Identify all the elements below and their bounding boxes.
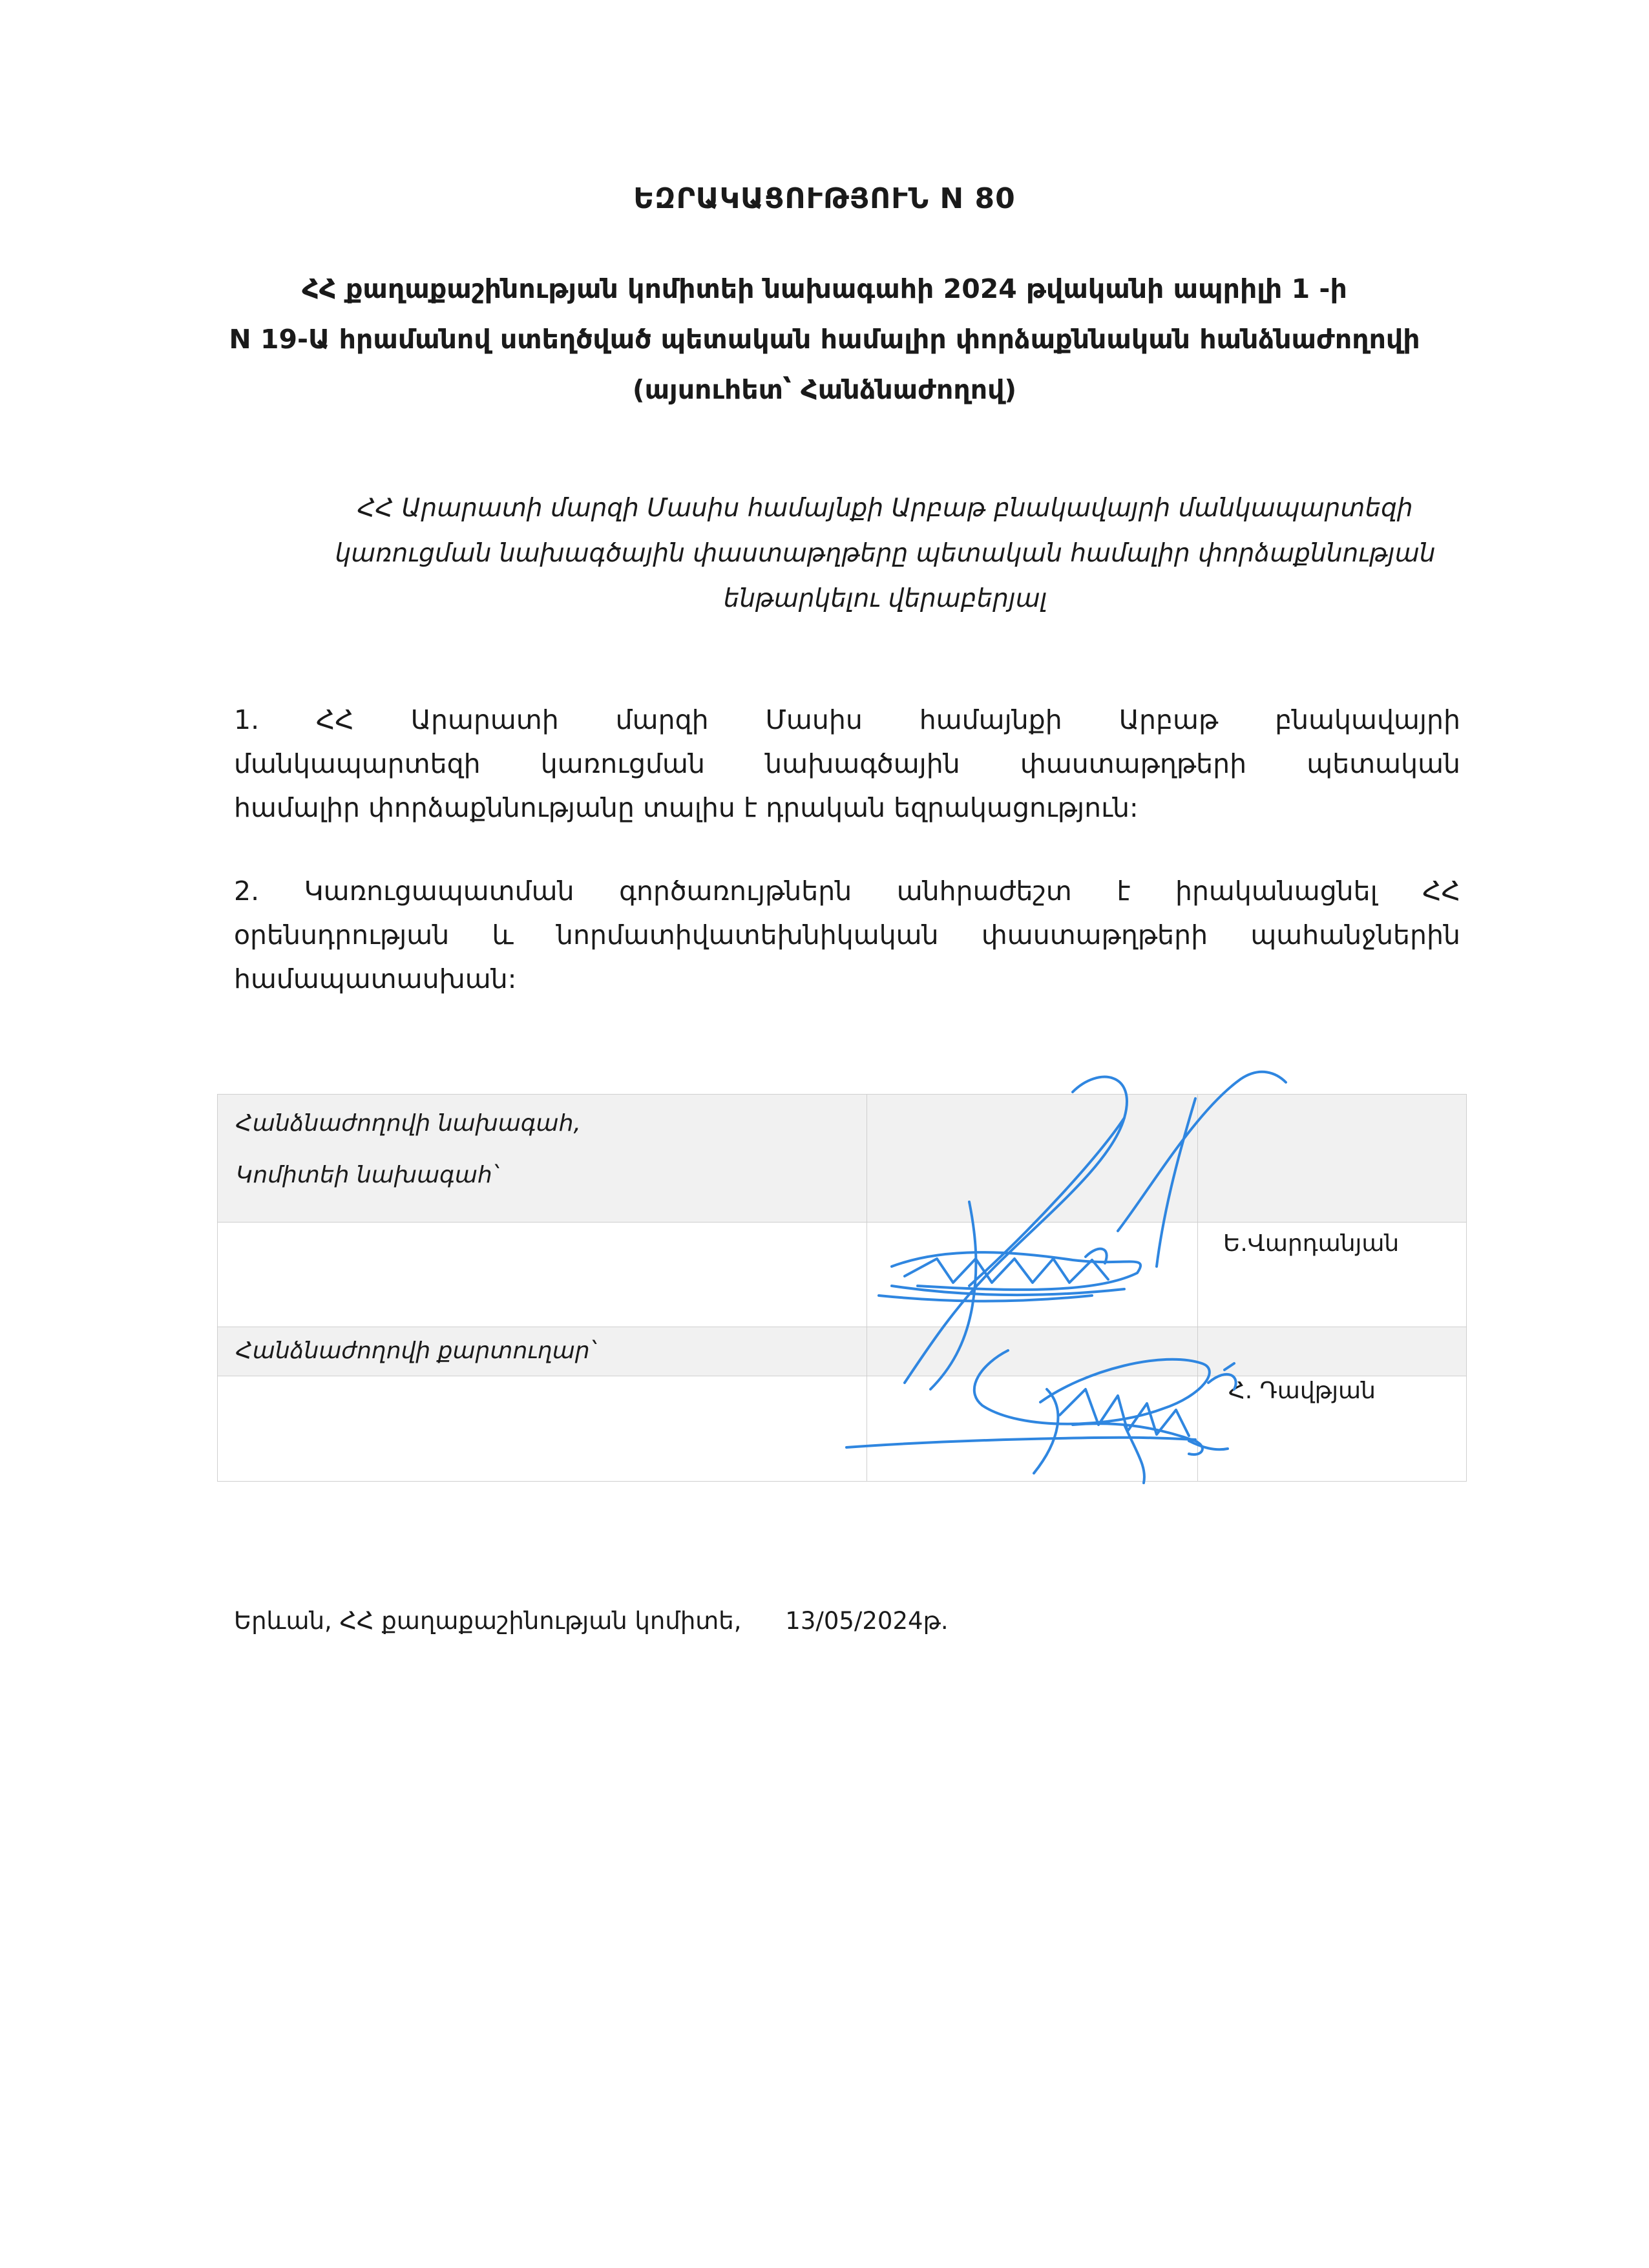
signature-row-secretary-name [218,1376,1466,1481]
issuing-body-header [168,264,1481,415]
subject-line: կառուցման նախագծային փաստաթղթերը պետական համալիր փորձաքննության [335,539,1436,568]
paragraph-line: մանկապարտեզի կառուցման նախագծային փաստաթղթերի պետական [234,748,1460,779]
document-subject [271,486,1499,622]
paragraph-line: օրենսդրության և նորմատիվատեխնիկական փաստաթղթերի պահանջներին [234,919,1460,950]
subject-line: ՀՀ Արարատի մարզի Մասիս համայնքի Արբաթ բնակավայրի մանկապարտեզի [357,494,1413,523]
header-line: ՀՀ քաղաքաշինության կոմիտեի նախագահի 2024 թվականի ապրիլի 1 -ի [302,273,1347,304]
header-line: (այսուհետ՝ Հանձնաժողով) [632,374,1017,405]
header-line: N 19-Ա հրամանով ստեղծված պետական համալիր փորձաքննական հանձնաժողովի [229,324,1420,355]
footer-date: 13/05/2024թ. [785,1607,949,1635]
paragraph-line: 1. ՀՀ Արարատի մարզի Մասիս համայնքի Արբաթ բնակավայրի [234,704,1460,735]
paragraph-1 [234,698,1460,830]
signature-row-chair-label [218,1095,1466,1223]
subject-line: ենթարկելու վերաբերյալ [723,584,1047,613]
paragraph-line: համապատասխան: [234,963,517,994]
footer-place: Երևան, ՀՀ քաղաքաշինության կոմիտե, [234,1607,742,1635]
secretary-title-label: Հանձնաժողովի քարտուղար՝ [236,1338,596,1364]
committee-title-label: Կոմիտեի նախագահ՝ [236,1162,498,1188]
table-divider [1197,1095,1198,1481]
paragraph-line: համալիր փորձաքննությանը տալիս է դրական եզրակացություն: [234,792,1139,823]
signature-row-secretary-label [218,1327,1466,1376]
signature-row-chair-name [218,1223,1466,1327]
paragraph-2 [234,869,1460,1001]
chair-title-label: Հանձնաժողովի նախագահ, [236,1110,581,1137]
document-title: ԵԶՐԱԿԱՑՈՒԹՅՈՒՆ N 80 [633,182,1016,215]
footer-place-date [234,1607,949,1635]
secretary-name: Հ. Դավթյան [1228,1378,1376,1404]
signature-table [217,1094,1467,1482]
chair-name: Ե.Վարդանյան [1223,1230,1400,1257]
paragraph-line: 2. Կառուցապատման գործառույթներն անհրաժեշտ է իրականացնել ՀՀ [234,876,1460,907]
